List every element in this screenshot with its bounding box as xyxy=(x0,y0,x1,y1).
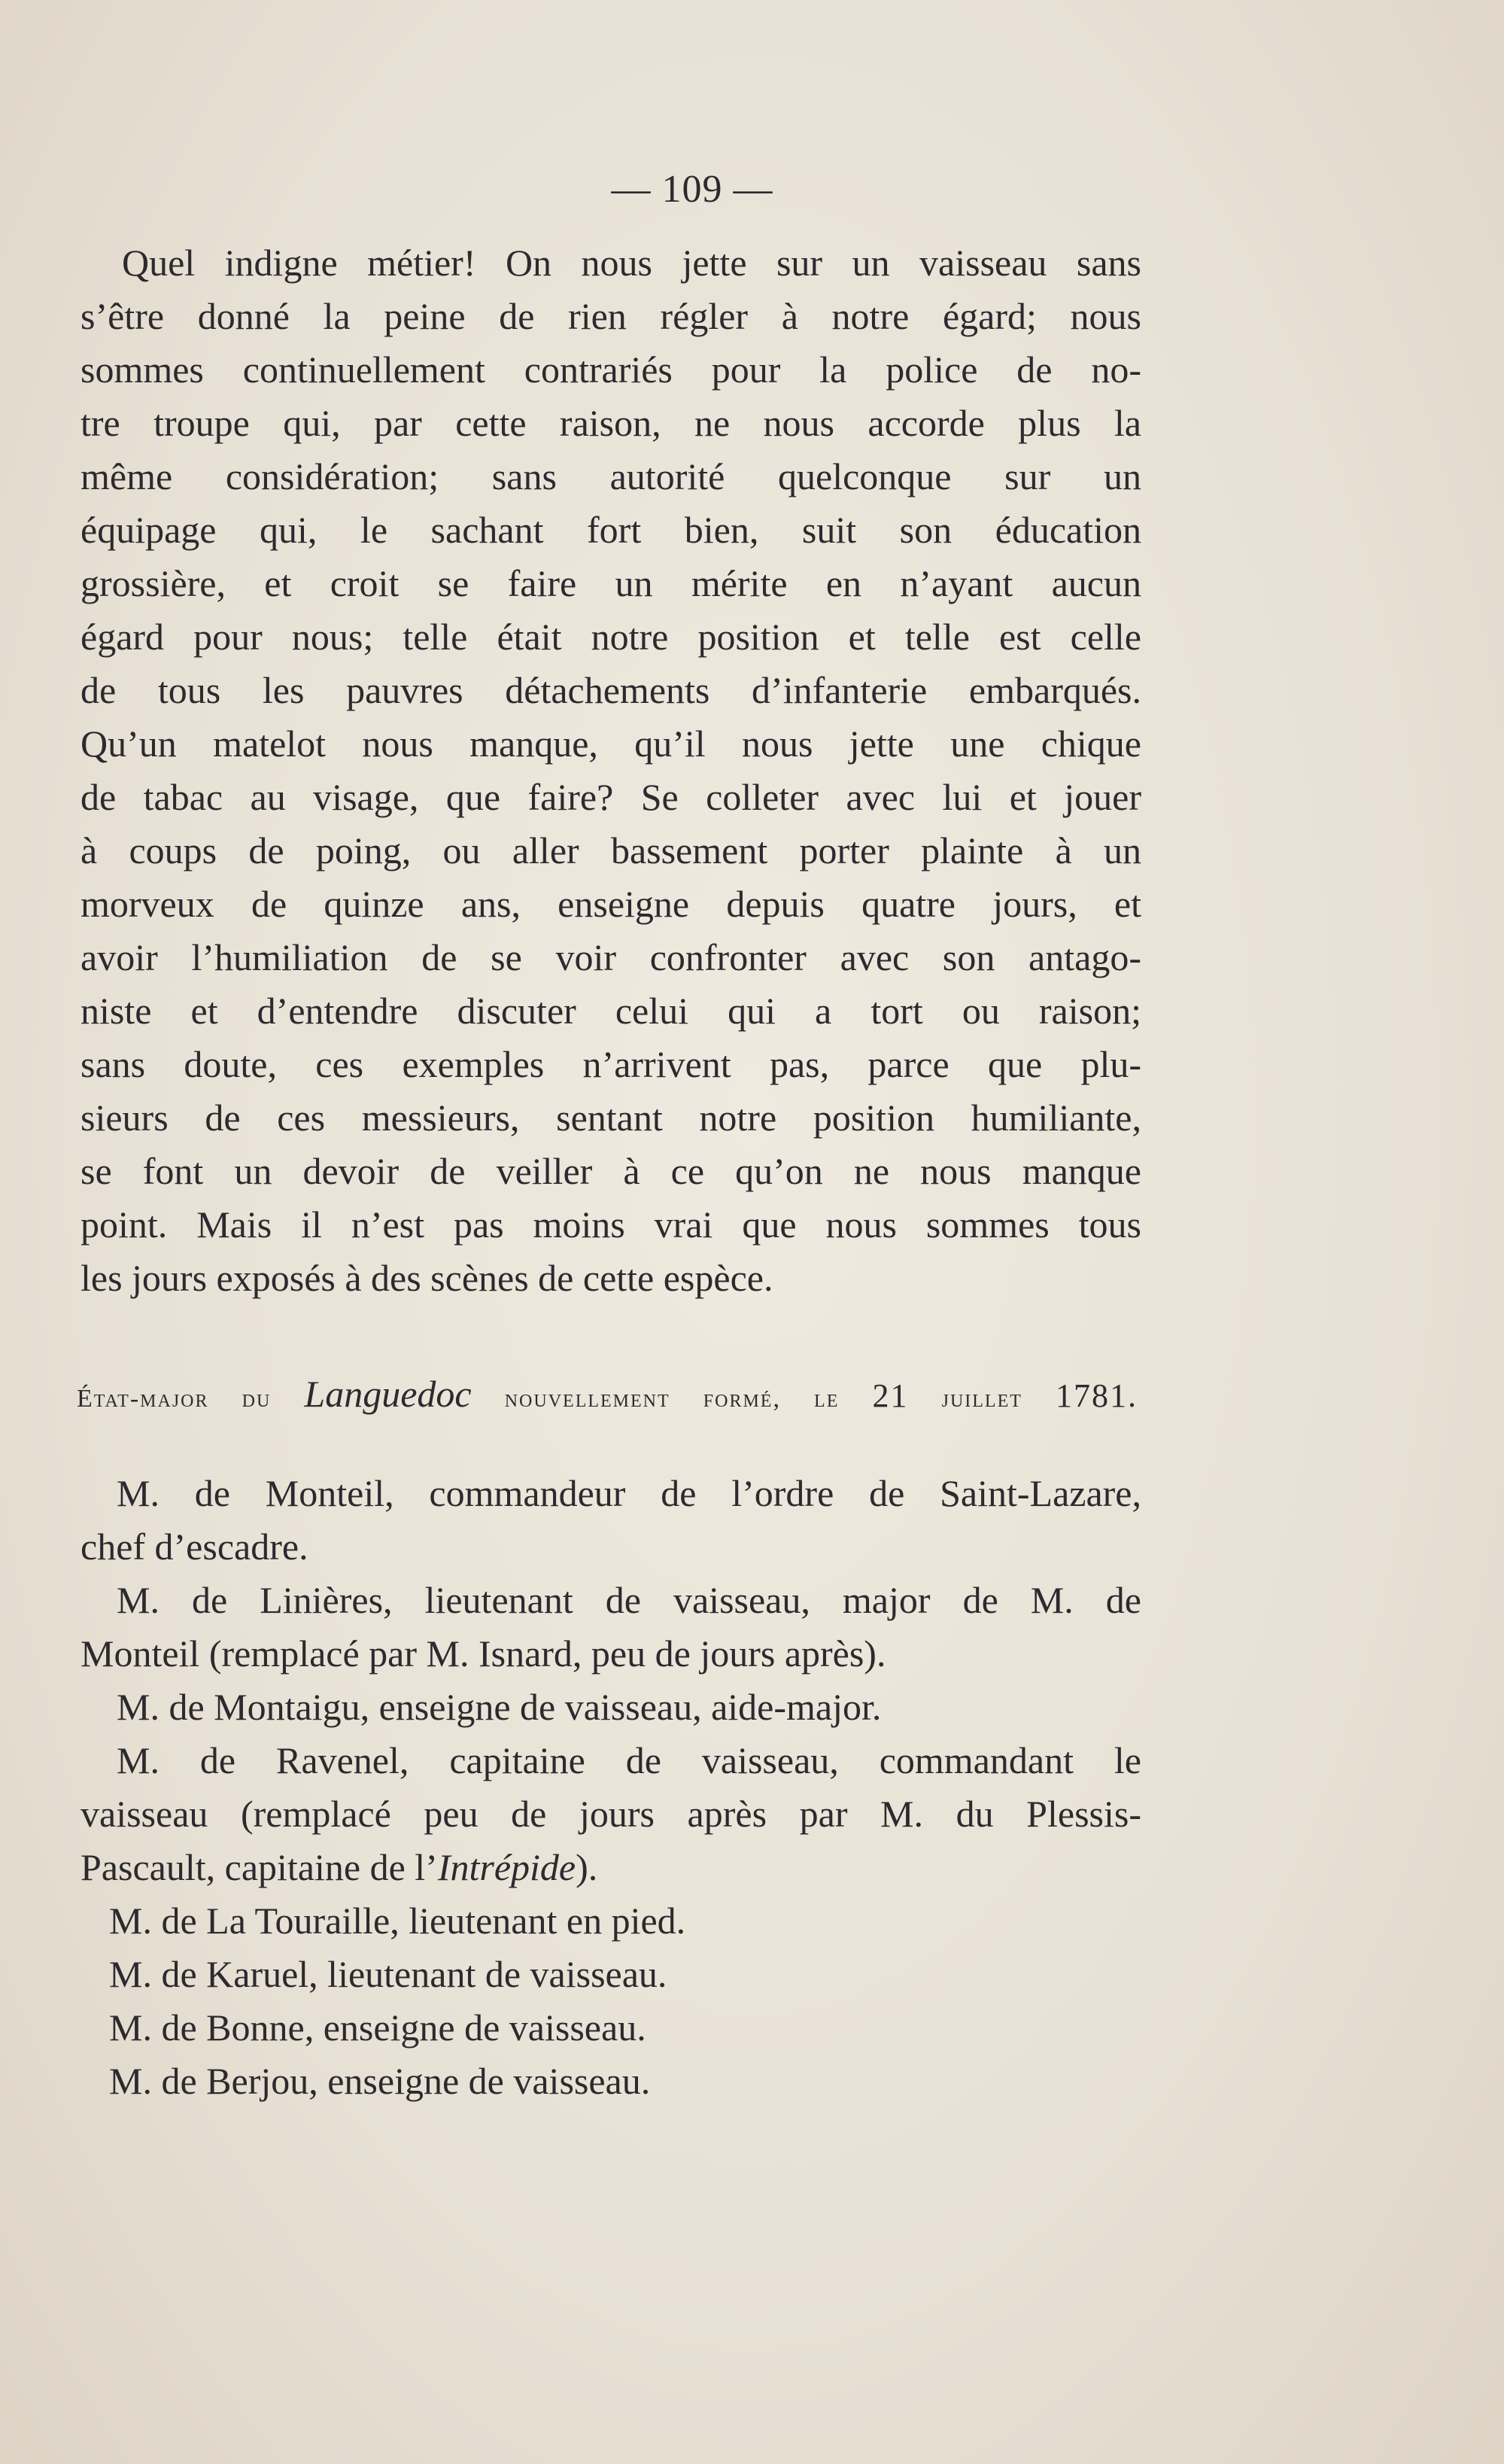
staff-entry-line: M. de La Touraille, lieutenant en pied. xyxy=(109,1900,686,1942)
staff-entry-line xyxy=(81,1840,1141,1894)
paragraph-line: égard pour nous; telle était notre position et telle est celle xyxy=(81,616,1141,658)
staff-entry-line: M. de Berjou, enseigne de vaisseau. xyxy=(109,2060,651,2102)
paragraph-line: avoir l’humiliation de se voir confronter avec son antago- xyxy=(81,936,1141,978)
staff-entry-line: M. de Monteil, commandeur de l’ordre de Saint-Lazare, xyxy=(117,1472,1141,1514)
paragraph-line: équipage qui, le sachant fort bien, suit son éducation xyxy=(81,509,1141,551)
staff-entry-line: chef d’escadre. xyxy=(81,1526,308,1568)
heading-year: 1781. xyxy=(1056,1377,1138,1414)
paragraph-line: niste et d’entendre discuter celui qui a tort ou raison; xyxy=(81,990,1141,1032)
paragraph-line: sans doute, ces exemples n’arrivent pas, parce que plu- xyxy=(81,1043,1141,1085)
paragraph-line: point. Mais il n’est pas moins vrai que nous sommes tous xyxy=(81,1203,1141,1246)
staff-entry-line: vaisseau (remplacé peu de jours après par M. du Plessis- xyxy=(81,1793,1141,1835)
paragraph-line: Quel indigne métier! On nous jette sur un vaisseau sans xyxy=(122,242,1141,284)
staff-entry-line: M. de Montaigu, enseigne de vaisseau, aide-major. xyxy=(117,1686,882,1728)
paragraph-line: de tous les pauvres détachements d’infanterie embarqués. xyxy=(81,669,1141,711)
staff-entry-text: Pascault, capitaine de l’ xyxy=(81,1846,438,1888)
paragraph-line: Qu’un matelot nous manque, qu’il nous jette une chique xyxy=(81,722,1141,765)
staff-entry-line: M. de Karuel, lieutenant de vaisseau. xyxy=(109,1953,667,1995)
paragraph-line: les jours exposés à des scènes de cette espèce. xyxy=(81,1257,773,1299)
paragraph-line: sommes continuellement contrariés pour la police de no- xyxy=(81,348,1141,391)
heading-day: 21 xyxy=(872,1377,909,1414)
page-number: — 109 — xyxy=(611,168,773,211)
heading-ship-name: Languedoc xyxy=(304,1373,472,1415)
paragraph-line: sieurs de ces messieurs, sentant notre position humiliante, xyxy=(81,1097,1141,1139)
staff-entry-text: ). xyxy=(576,1846,598,1888)
paragraph-line: de tabac au visage, que faire? Se colleter avec lui et jouer xyxy=(81,776,1141,818)
paragraph-line: à coups de poing, ou aller bassement porter plainte à un xyxy=(81,829,1141,872)
staff-entry-line: M. de Linières, lieutenant de vaisseau, major de M. de xyxy=(117,1579,1141,1621)
paragraph-line: morveux de quinze ans, enseigne depuis quatre jours, et xyxy=(81,883,1141,925)
paragraph-line: grossière, et croit se faire un mérite en n’ayant aucun xyxy=(81,562,1141,604)
heading-prefix: État-major du xyxy=(77,1385,272,1413)
paragraph-line: s’être donné la peine de rien régler à notre égard; nous xyxy=(81,295,1141,337)
staff-entry-line: M. de Ravenel, capitaine de vaisseau, commandant le xyxy=(117,1739,1141,1781)
staff-entry-line: Monteil (remplacé par M. Isnard, peu de jours après). xyxy=(81,1632,886,1675)
staff-entry-line: M. de Bonne, enseigne de vaisseau. xyxy=(109,2006,646,2049)
paragraph-line: se font un devoir de veiller à ce qu’on ne nous manque xyxy=(81,1150,1141,1192)
paragraph-line: même considération; sans autorité quelconque sur un xyxy=(81,455,1141,497)
section-heading xyxy=(77,1371,1138,1422)
ship-name-italic: Intrépide xyxy=(437,1846,576,1888)
heading-month: juillet xyxy=(941,1385,1022,1413)
heading-suffix: nouvellement formé, le xyxy=(504,1385,840,1413)
paragraph-line: tre troupe qui, par cette raison, ne nous accorde plus la xyxy=(81,402,1141,444)
